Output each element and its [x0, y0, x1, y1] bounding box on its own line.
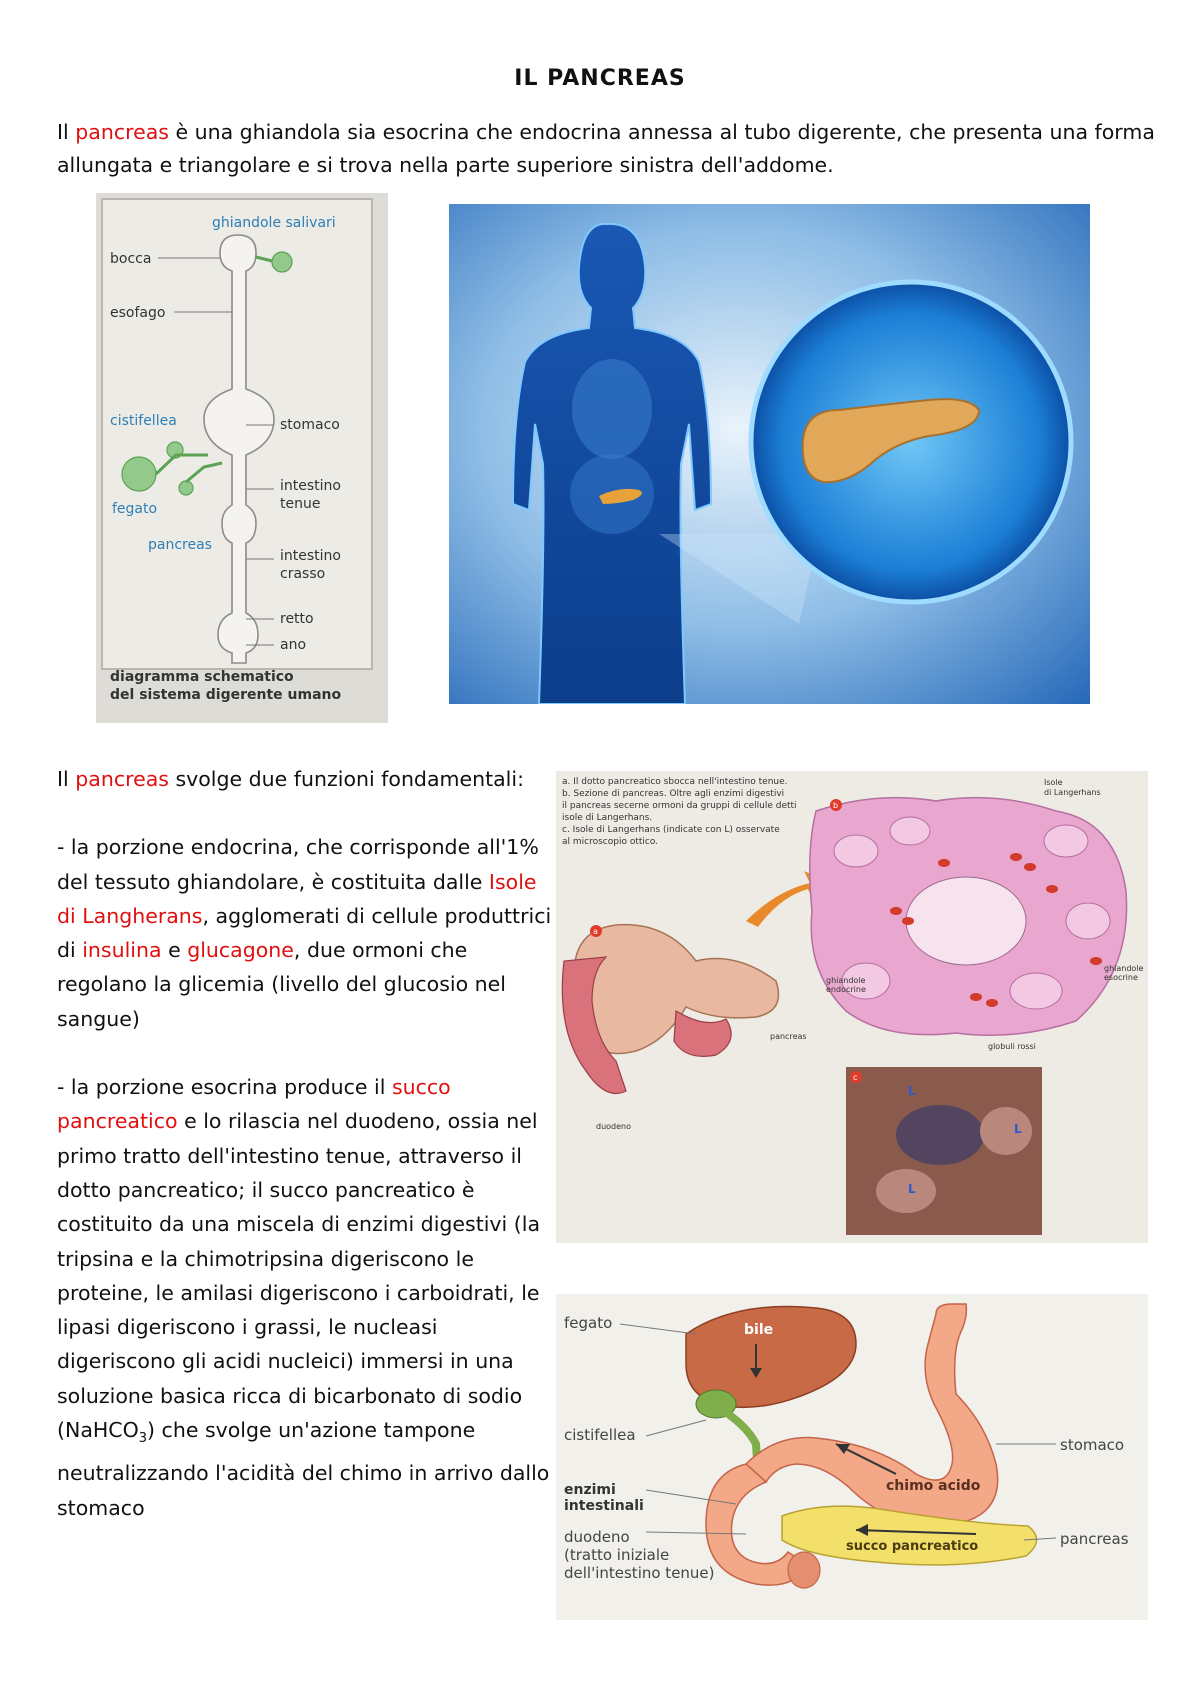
label-intestino-tenue-1: intestino — [280, 478, 341, 494]
label-tratto-1: (tratto iniziale — [564, 1546, 670, 1564]
exocrine-c: ) che svolge un'azione tampone neutralizzando l'acidità del chimo in arrivo dallo stomaco — [57, 1418, 550, 1520]
endocrine-paragraph — [57, 830, 555, 1036]
term-pancreas-2: pancreas — [75, 767, 169, 791]
legend-line-5: c. Isole di Langerhans (indicate con L) osservate — [562, 825, 780, 835]
legend-line-6: al microscopio ottico. — [562, 837, 659, 847]
label-cistifellea: cistifellea — [110, 413, 177, 429]
label-L-3: L — [908, 1182, 916, 1196]
label-intestino-crasso-1: intestino — [280, 548, 341, 564]
functions-text — [57, 762, 555, 1525]
legend-line-3: il pancreas secerne ormoni da gruppi di cellule detti — [562, 801, 797, 811]
marker-a: a — [593, 927, 598, 936]
legend-line-2: b. Sezione di pancreas. Oltre agli enzimi digestivi — [562, 789, 785, 799]
exocrine-b: e lo rilascia nel duodeno, ossia nel primo tratto dell'intestino tenue, attraverso il dotto pancreatico; il succo pancreatico è costituito da una miscela di enzimi digestivi (la tripsina e la chimotripsina digeriscono le proteine, le amilasi digeriscono i carboidrati, le lipasi digeriscono i grassi, le nucleasi digeriscono gli acidi nucleici) immersi in una soluzione basica ricca di bicarbonato di sodio (NaHCO — [57, 1109, 541, 1443]
label-tratto-2: dell'intestino tenue) — [564, 1564, 715, 1582]
label-retto: retto — [280, 611, 314, 627]
label-pancreas: pancreas — [148, 537, 212, 553]
intro-post: è una ghiandola sia esocrina che endocrina annessa al tubo digerente, che presenta una forma allungata e triangolare e si trova nella parte superiore sinistra dell'addome. — [57, 120, 1155, 177]
marker-c: c — [853, 1073, 858, 1082]
functions-intro — [57, 762, 555, 796]
functions-intro-post: svolge due funzioni fondamentali: — [168, 767, 524, 791]
digestive-schematic-figure — [96, 193, 388, 723]
endocrine-d: , due ormoni che regolano la glicemia (livello del glucosio nel sangue) — [57, 938, 506, 1031]
label-ghiandole-esocrine-1: ghiandole — [1104, 964, 1144, 973]
label-bile: bile — [744, 1322, 774, 1338]
label-stomaco-fig4: stomaco — [1060, 1436, 1125, 1454]
label-globuli-rossi: globuli rossi — [988, 1042, 1036, 1051]
label-isole: Isole — [1044, 778, 1063, 787]
term-pancreas: pancreas — [75, 120, 169, 144]
label-intestino-tenue-2: tenue — [280, 496, 321, 512]
label-ghiandole-endocrine-1: ghiandole — [826, 976, 866, 985]
label-di-langerhans: di Langerhans — [1044, 788, 1101, 797]
subscript-3: 3 — [138, 1431, 148, 1447]
label-duodeno-fig4: duodeno — [564, 1528, 630, 1546]
endocrine-a: - la porzione endocrina, che corrisponde all'1% del tessuto ghiandolare, è costituita dalle — [57, 835, 539, 894]
term-isole-langherans: Isole di Langherans — [57, 869, 537, 928]
label-succo-pancreatico: succo pancreatico — [846, 1539, 979, 1554]
label-fegato-fig4: fegato — [564, 1314, 613, 1332]
caption-line-2: del sistema digerente umano — [110, 687, 342, 703]
label-L-1: L — [908, 1084, 916, 1098]
label-esofago: esofago — [110, 305, 166, 321]
endocrine-c: e — [161, 938, 188, 963]
label-ghiandole-endocrine-2: endocrine — [826, 985, 866, 994]
label-bocca: bocca — [110, 251, 152, 267]
digestive-organs-figure — [556, 1294, 1148, 1620]
pancreas-histology-figure — [556, 771, 1148, 1243]
intro-paragraph — [57, 116, 1157, 182]
functions-intro-pre: Il — [57, 767, 76, 791]
exocrine-paragraph — [57, 1070, 555, 1525]
page-title: IL PANCREAS — [514, 66, 686, 91]
endocrine-b: , agglomerati di cellule produttrici di — [57, 903, 552, 963]
label-intestino-crasso-2: crasso — [280, 566, 326, 582]
label-L-2: L — [1014, 1122, 1022, 1136]
label-enzimi-2: intestinali — [564, 1498, 644, 1514]
label-chimo-acido: chimo acido — [886, 1478, 981, 1494]
term-succo-pancreatico: succo pancreatico — [57, 1075, 451, 1134]
caption-line-1: diagramma schematico — [110, 669, 294, 685]
term-glucagone: glucagone — [187, 938, 294, 963]
label-cistifellea-fig4: cistifellea — [564, 1426, 636, 1444]
label-ghiandole-salivari: ghiandole salivari — [212, 215, 336, 231]
label-fegato: fegato — [112, 501, 158, 517]
intro-pre: Il — [57, 120, 76, 144]
legend-line-4: isole di Langerhans. — [562, 813, 653, 823]
label-pancreas-fig3: pancreas — [770, 1032, 807, 1041]
marker-b: b — [833, 801, 839, 810]
term-insulina: insulina — [82, 938, 162, 963]
body-pancreas-illustration — [449, 204, 1090, 704]
label-ano: ano — [280, 637, 307, 653]
label-pancreas-fig4: pancreas — [1060, 1530, 1129, 1548]
label-enzimi-1: enzimi — [564, 1482, 616, 1498]
label-stomaco: stomaco — [280, 417, 340, 433]
label-ghiandole-esocrine-2: esocrine — [1104, 973, 1138, 982]
legend-line-1: a. Il dotto pancreatico sbocca nell'intestino tenue. — [562, 777, 788, 787]
label-duodeno-fig3: duodeno — [596, 1122, 632, 1131]
exocrine-a: - la porzione esocrina produce il — [57, 1075, 392, 1100]
